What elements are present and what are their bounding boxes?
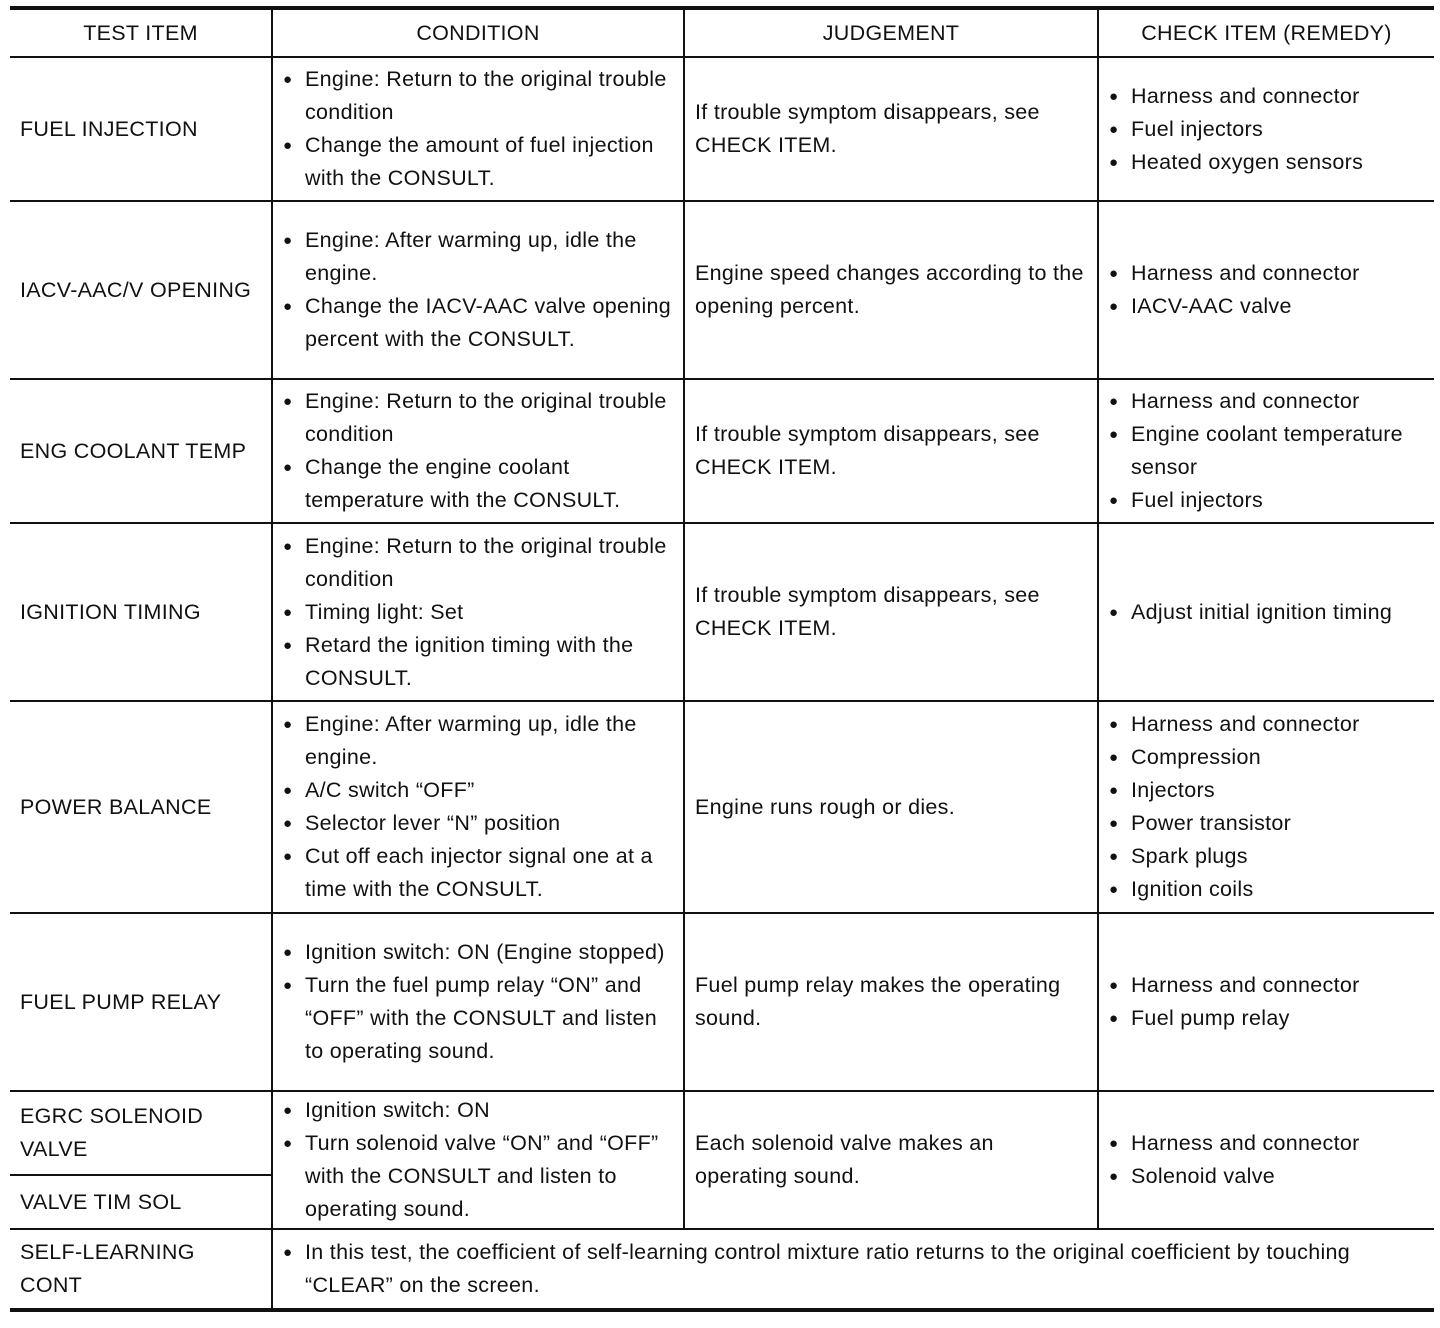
condition-item: ● Change the amount of fuel injection with the CONSULT. bbox=[283, 129, 673, 195]
header-check-item: CHECK ITEM (REMEDY) bbox=[1098, 8, 1434, 57]
judgement-cell: Each solenoid valve makes an operating sound. bbox=[684, 1091, 1098, 1229]
check-item: ● Harness and connector bbox=[1109, 80, 1424, 113]
check-item: ● Fuel injectors bbox=[1109, 484, 1424, 517]
judgement-cell: If trouble symptom disappears, see CHECK ITEM. bbox=[684, 523, 1098, 701]
check-item: ● Ignition coils bbox=[1109, 873, 1424, 906]
check-item: ● Heated oxygen sensors bbox=[1109, 146, 1424, 179]
check-item: ● Harness and connector bbox=[1109, 385, 1424, 418]
table-row bbox=[10, 701, 1434, 913]
condition-item: ● Engine: Return to the original trouble condition bbox=[283, 63, 673, 129]
condition-item: ● A/C switch “OFF” bbox=[283, 774, 673, 807]
condition-item: ● Engine: After warming up, idle the engine. bbox=[283, 224, 673, 290]
judgement-cell: Engine runs rough or dies. bbox=[684, 701, 1098, 913]
condition-item: ● Cut off each injector signal one at a time with the CONSULT. bbox=[283, 840, 673, 906]
judgement-cell: Engine speed changes according to the opening percent. bbox=[684, 201, 1098, 379]
check-item-cell bbox=[1098, 523, 1434, 701]
self-learning-note: ● In this test, the coefficient of self-learning control mixture ratio returns to the original coefficient by touching “CLEAR” on the screen. bbox=[283, 1236, 1424, 1302]
condition-item: ● Timing light: Set bbox=[283, 596, 673, 629]
condition-item: ● Change the IACV-AAC valve opening percent with the CONSULT. bbox=[283, 290, 673, 356]
check-item: ● IACV-AAC valve bbox=[1109, 290, 1424, 323]
condition-cell bbox=[272, 379, 684, 523]
table-row bbox=[10, 1229, 1434, 1310]
condition-item: ● Turn the fuel pump relay “ON” and “OFF” with the CONSULT and listen to operating sound. bbox=[283, 969, 673, 1068]
test-item-cell: EGRC SOLENOID VALVE bbox=[10, 1091, 272, 1175]
active-test-table bbox=[10, 6, 1434, 1312]
condition-cell bbox=[272, 523, 684, 701]
check-item: ● Injectors bbox=[1109, 774, 1424, 807]
check-item: ● Fuel pump relay bbox=[1109, 1002, 1424, 1035]
test-item-cell: POWER BALANCE bbox=[10, 701, 272, 913]
check-item: ● Compression bbox=[1109, 741, 1424, 774]
condition-cell bbox=[272, 57, 684, 201]
header-test-item: TEST ITEM bbox=[10, 8, 272, 57]
check-item-cell bbox=[1098, 701, 1434, 913]
table-row bbox=[10, 57, 1434, 201]
header-row bbox=[10, 8, 1434, 57]
condition-cell bbox=[272, 1091, 684, 1229]
check-item-cell bbox=[1098, 379, 1434, 523]
condition-cell bbox=[272, 913, 684, 1091]
condition-item: ● Engine: After warming up, idle the engine. bbox=[283, 708, 673, 774]
header-judgement: JUDGEMENT bbox=[684, 8, 1098, 57]
test-item-cell: SELF-LEARNING CONT bbox=[10, 1229, 272, 1310]
judgement-cell: If trouble symptom disappears, see CHECK ITEM. bbox=[684, 57, 1098, 201]
header-condition: CONDITION bbox=[272, 8, 684, 57]
condition-item: ● Engine: Return to the original trouble condition bbox=[283, 530, 673, 596]
test-item-cell: VALVE TIM SOL bbox=[10, 1175, 272, 1229]
check-item-cell bbox=[1098, 1091, 1434, 1229]
check-item-cell bbox=[1098, 913, 1434, 1091]
judgement-cell: If trouble symptom disappears, see CHECK ITEM. bbox=[684, 379, 1098, 523]
condition-item: ● Engine: Return to the original trouble condition bbox=[283, 385, 673, 451]
table-row bbox=[10, 913, 1434, 1091]
test-item-cell: ENG COOLANT TEMP bbox=[10, 379, 272, 523]
check-item: ● Harness and connector bbox=[1109, 1127, 1424, 1160]
condition-item: ● Retard the ignition timing with the CONSULT. bbox=[283, 629, 673, 695]
check-item: ● Harness and connector bbox=[1109, 257, 1424, 290]
self-learning-note-cell bbox=[272, 1229, 1434, 1310]
table-row bbox=[10, 201, 1434, 379]
check-item-cell bbox=[1098, 201, 1434, 379]
judgement-cell: Fuel pump relay makes the operating sound. bbox=[684, 913, 1098, 1091]
table-row bbox=[10, 379, 1434, 523]
condition-item: ● Change the engine coolant temperature with the CONSULT. bbox=[283, 451, 673, 517]
check-item: ● Fuel injectors bbox=[1109, 113, 1424, 146]
test-item-cell: FUEL PUMP RELAY bbox=[10, 913, 272, 1091]
check-item: ● Power transistor bbox=[1109, 807, 1424, 840]
table-row bbox=[10, 523, 1434, 701]
check-item: ● Engine coolant temperature sensor bbox=[1109, 418, 1424, 484]
condition-cell bbox=[272, 701, 684, 913]
diagnostic-test-table-sheet bbox=[10, 6, 1434, 1312]
test-item-cell: IACV-AAC/V OPENING bbox=[10, 201, 272, 379]
check-item: ● Harness and connector bbox=[1109, 969, 1424, 1002]
condition-item: ● Selector lever “N” position bbox=[283, 807, 673, 840]
condition-item: ● Ignition switch: ON bbox=[283, 1094, 673, 1127]
check-item: ● Spark plugs bbox=[1109, 840, 1424, 873]
check-item: ● Adjust initial ignition timing bbox=[1109, 596, 1424, 629]
condition-item: ● Turn solenoid valve “ON” and “OFF” with the CONSULT and listen to operating sound. bbox=[283, 1127, 673, 1226]
test-item-cell: FUEL INJECTION bbox=[10, 57, 272, 201]
condition-cell bbox=[272, 201, 684, 379]
check-item: ● Solenoid valve bbox=[1109, 1160, 1424, 1193]
check-item: ● Harness and connector bbox=[1109, 708, 1424, 741]
condition-item: ● Ignition switch: ON (Engine stopped) bbox=[283, 936, 673, 969]
check-item-cell bbox=[1098, 57, 1434, 201]
test-item-cell: IGNITION TIMING bbox=[10, 523, 272, 701]
table-row bbox=[10, 1091, 1434, 1175]
